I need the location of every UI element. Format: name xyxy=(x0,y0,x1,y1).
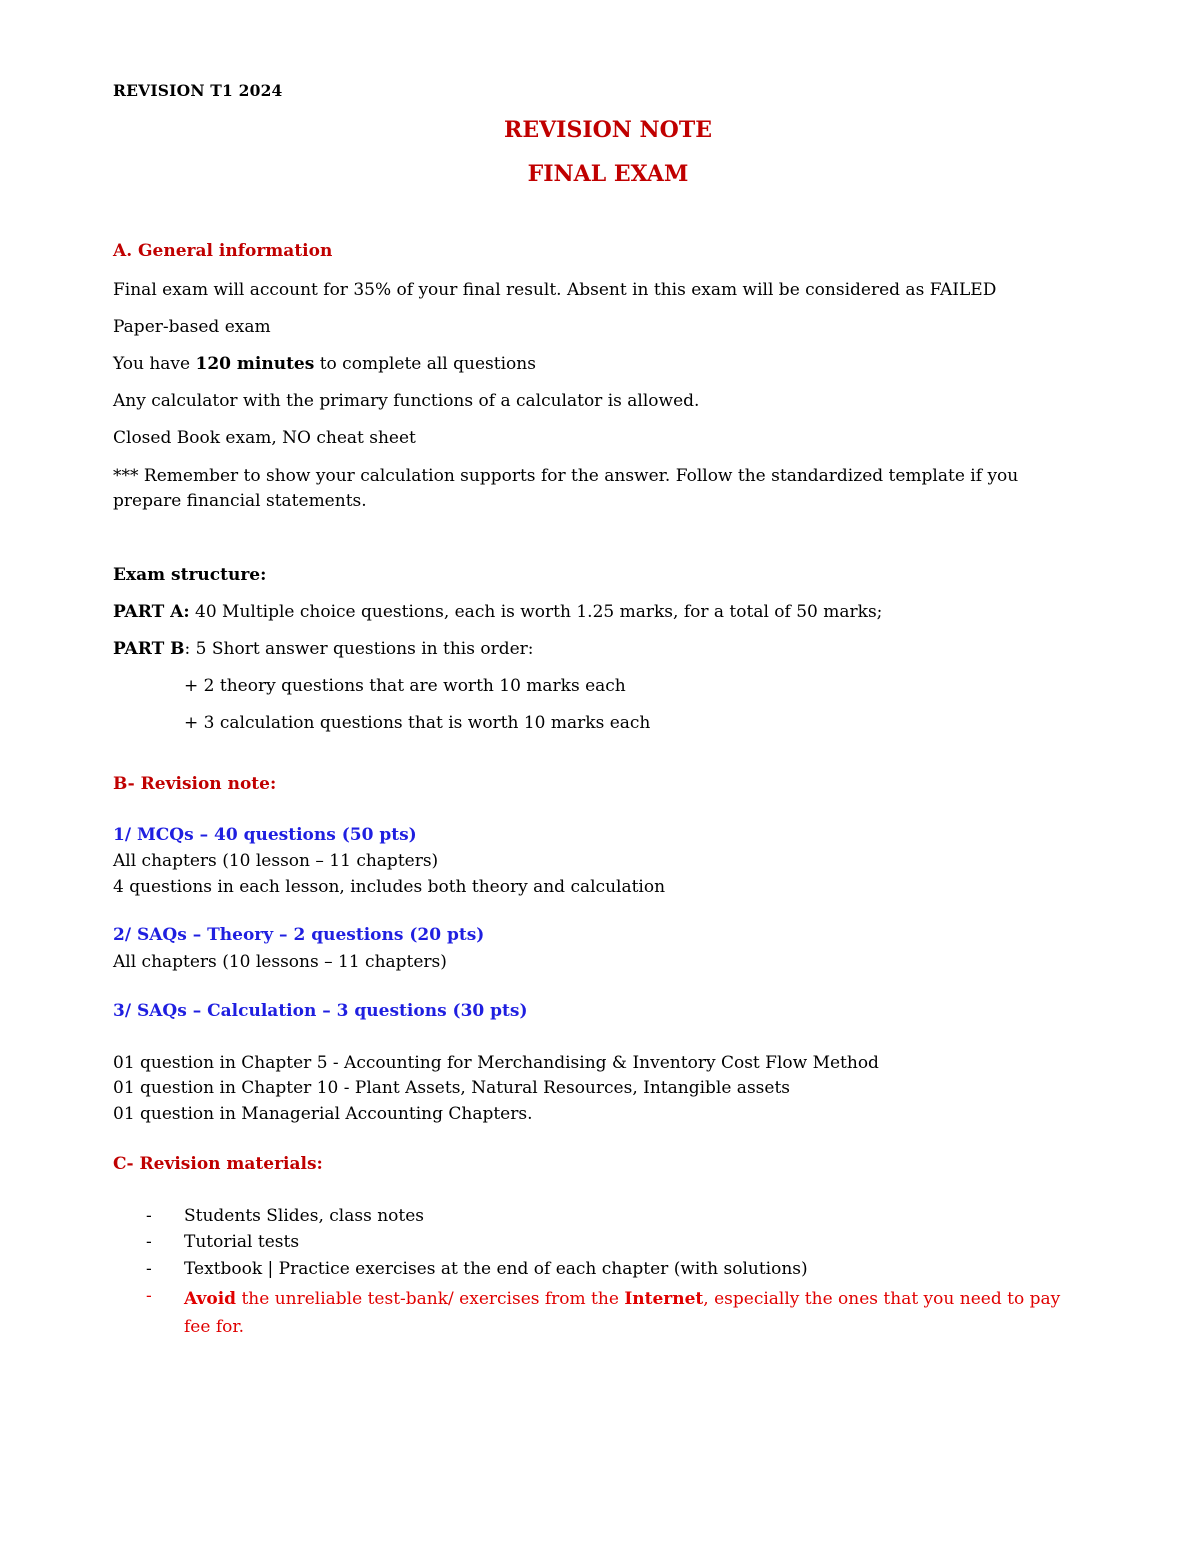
warning-text-2: , especially the ones that you need to pay fee for. xyxy=(184,1289,1061,1337)
warning-item xyxy=(0,1285,1200,1345)
part-b-label: PART B xyxy=(113,639,185,659)
list-dash: - xyxy=(146,1259,152,1279)
list-item-text: Students Slides, class notes xyxy=(184,1206,425,1226)
part-b-text: : 5 Short answer questions in this order: xyxy=(184,639,534,659)
part-b-line xyxy=(113,638,534,660)
line-3-post: to complete all questions xyxy=(314,354,536,374)
general-info-line-2: Paper-based exam xyxy=(113,317,271,337)
part-b-sub-2: + 3 calculation questions that is worth 10 marks each xyxy=(184,713,651,733)
saq-calc-heading: 3/ SAQs – Calculation – 3 questions (30 pts) xyxy=(113,1001,528,1021)
saq-theory-line-1: All chapters (10 lessons – 11 chapters) xyxy=(113,952,447,972)
part-a-text: 40 Multiple choice questions, each is worth 1.25 marks, for a total of 50 marks; xyxy=(189,602,883,622)
warning-internet: Internet xyxy=(624,1289,704,1309)
saq-calc-line-1: 01 question in Chapter 5 - Accounting for Merchandising & Inventory Cost Flow Method xyxy=(113,1053,879,1073)
general-info-line-6: *** Remember to show your calculation supports for the answer. Follow the standardized template if you prepare financial statements. xyxy=(113,466,1019,511)
mcq-line-2: 4 questions in each lesson, includes both theory and calculation xyxy=(113,877,666,897)
warning-text xyxy=(184,1285,1084,1341)
warning-avoid: Avoid xyxy=(184,1289,237,1309)
list-dash: - xyxy=(146,1206,152,1226)
part-a-label: PART A: xyxy=(113,602,190,622)
list-dash: - xyxy=(146,1286,152,1306)
general-info-line-5: Closed Book exam, NO cheat sheet xyxy=(113,428,416,448)
warning-text-1: the unreliable test-bank/ exercises from the xyxy=(236,1289,625,1309)
title-final-exam: FINAL EXAM xyxy=(527,161,689,187)
exam-structure-heading: Exam structure: xyxy=(113,565,267,585)
general-info-line-1: Final exam will account for 35% of your final result. Absent in this exam will be considered as FAILED xyxy=(113,280,997,300)
section-a-heading: A. General information xyxy=(113,241,333,261)
general-info-line-4: Any calculator with the primary functions of a calculator is allowed. xyxy=(113,391,700,411)
part-b-sub-1: + 2 theory questions that are worth 10 marks each xyxy=(184,676,626,696)
section-b-heading: B- Revision note: xyxy=(113,774,277,794)
saq-calc-line-2: 01 question in Chapter 10 - Plant Assets, Natural Resources, Intangible assets xyxy=(113,1078,791,1098)
header-label: REVISION T1 2024 xyxy=(113,81,283,100)
section-c-heading: C- Revision materials: xyxy=(113,1154,323,1174)
list-item-text: Textbook | Practice exercises at the end of each chapter (with solutions) xyxy=(184,1259,808,1279)
part-a-line xyxy=(113,601,882,623)
line-3-pre: You have xyxy=(113,354,196,374)
mcq-line-1: All chapters (10 lesson – 11 chapters) xyxy=(113,851,439,871)
list-item-text: Tutorial tests xyxy=(184,1232,300,1252)
exam-duration: 120 minutes xyxy=(195,354,315,374)
list-dash: - xyxy=(146,1232,152,1252)
general-info-line-3 xyxy=(113,353,536,375)
mcq-heading: 1/ MCQs – 40 questions (50 pts) xyxy=(113,825,417,845)
saq-theory-heading: 2/ SAQs – Theory – 2 questions (20 pts) xyxy=(113,925,485,945)
title-revision-note: REVISION NOTE xyxy=(504,117,712,143)
saq-calc-line-3: 01 question in Managerial Accounting Chapters. xyxy=(113,1104,533,1124)
